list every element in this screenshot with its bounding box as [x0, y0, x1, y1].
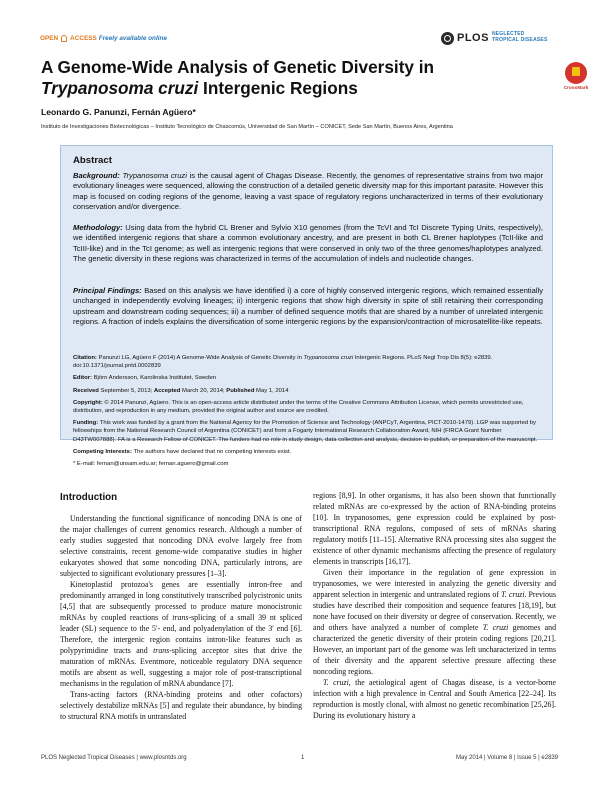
body-paragraph: Trans-acting factors (RNA-binding proteins and other cofactors) selectively destabilize mRNAs [5] and regulate their abundance, by binding to structural RNA motifs in untranslated — [60, 690, 302, 721]
editor-text: Björn Andersson, Karolinska Institutet, Sweden — [91, 375, 217, 382]
funding-text: This work was funded by a grant from the National Agency for the Promotion of Science and Technology (ANPCyT, Argentina, PICT-2010-1479). LGP was supported by fellowships from the National Research Council of Argentina (CONICET) and from a Fogarty International Research Collaboration Award, NIH (FIRCA Grant Number D43TW007888). FA is a Research Fellow of CONICET. The funders had no role in study design, data collection and analysis, decision to publish, or preparation of the manuscript. — [73, 420, 538, 443]
crossmark-label: CrossMark — [563, 86, 589, 91]
body-column-left — [60, 513, 302, 722]
title-line-1: A Genome-Wide Analysis of Genetic Diversity in — [41, 57, 435, 77]
published-label: Published — [226, 387, 255, 394]
methodology-text: Using data from the hybrid CL Brener and Sylvio X10 genomes (from the TcVI and TcI Discrete Typing Units, respectively), we identified intergenic regions that share a common evolutionary ancestry, and are present in both CL Brener haplotypes (TcII-like and TcIII-like) and in the TcI genome; as well as intergenic regions that were conserved in only two of the three genomes/haplotypes analyzed. The genetic diversity in these regions was characterized in terms of the accumulation of indels and nucleotide changes. — [73, 223, 543, 264]
para-text: -splicing acceptor sites that drive the maturation of mRNAs. Eventmore, noticeable regulatory DNA sequence motifs are absent as well, suggesting a major role of post-transcriptional mechanisms in the regulation of mRNA abundance [7]. — [60, 646, 302, 688]
body-column-right — [313, 490, 556, 721]
open-access-prefix: OPEN — [40, 35, 59, 42]
received-date: September 5, 2013; — [98, 387, 154, 394]
para-text: , the aetiological agent of Chagas disease, is a vector-borne infection with a high prevalence in Central and South America [22–24]. Its reproduction is mostly clonal, with almost no genetic recombination [25,26]. During its evolutionary history a — [313, 678, 556, 720]
open-access-word: ACCESS — [70, 35, 97, 42]
abstract-background — [73, 171, 543, 213]
citation-post: Intergenic Regions. PLoS Negl Trop Dis 8(5): e2839. doi:10.1371/journal.pntd.0002839 — [73, 355, 493, 370]
crossmark-badge[interactable] — [561, 62, 591, 91]
received-label: Received — [73, 387, 99, 394]
plos-logo-icon — [441, 32, 454, 45]
article-metadata — [73, 354, 543, 472]
journal-logo — [441, 31, 548, 45]
footer-journal: PLOS Neglected Tropical Diseases | www.plosntds.org — [41, 755, 187, 761]
author-affiliation: Instituto de Investigaciones Biotecnológicas – Instituto Tecnológico de Chascomús, Universidad de San Martín – CONICET, Sede San Martín, Buenos Aires, Argentina — [41, 124, 453, 130]
findings-label: Principal Findings: — [73, 286, 142, 295]
copyright — [73, 399, 543, 415]
section-heading-introduction: Introduction — [60, 492, 118, 503]
open-lock-icon — [61, 35, 67, 42]
citation-label: Citation: — [73, 355, 97, 361]
para-italic: T. cruzi — [482, 623, 509, 632]
journal-subtitle-line1: NEGLECTED — [491, 31, 525, 38]
body-paragraph: Understanding the functional significance of noncoding DNA is one of the major challenges of current genomics research. Although a number of early studies suggested that noncoding DNA evolve largely free from selective constraints, recent genome-wide comparative studies in higher eukaryotes showed that some noncoding DNA, particularly introns, are subjected to significant evolutionary pressures [1–3]. — [60, 514, 302, 578]
title-line-2 — [41, 78, 541, 99]
published-date: May 1, 2014 — [254, 387, 289, 394]
background-species: Trypanosoma cruzi — [122, 171, 187, 180]
abstract-box — [60, 145, 553, 468]
open-access-badge — [40, 35, 167, 42]
copyright-text: © 2014 Panunzi, Agüero. This is an open-access article distributed under the terms of the Creative Commons Attribution License, which permits unrestricted use, distribution, and reproduction in any medium, provided the original author and source are credited. — [73, 399, 524, 415]
citation-pre: Panunzi LG, Agüero F (2014) A Genome-Wide Analysis of Genetic Diversity in — [96, 355, 304, 361]
abstract-methodology — [73, 223, 543, 265]
background-text: is the causal agent of Chagas Disease. Recently, the genomes of representative strains from two major evolutionary lineages were sequenced, allowing the construction of a detailed genetic diversity map for this important parasite. However this map is focused on coding regions of the genome, leaving a vast space of regulatory regions uncharacterized in terms of their evolutionary conservation and/or divergence. — [73, 171, 543, 212]
abstract-findings — [73, 286, 543, 328]
dates — [73, 387, 543, 395]
author-list: Leonardo G. Panunzi, Fernán Agüero* — [41, 107, 196, 117]
footer-page-number: 1 — [301, 755, 305, 761]
copyright-label: Copyright: — [73, 399, 103, 406]
para-text: -splicing of a small 39 nt spliced leader (SL) sequence to the 5′- end, and polyadenylation of the 3′ end [6]. Therefore, the intergenic region contains intron-like features such as polypyrimidine tracts and — [60, 613, 302, 655]
journal-subtitle-line2: TROPICAL DISEASES — [491, 37, 548, 43]
para-text: Given their importance in the regulation of gene expression in trypanosomes, we were interested in analyzing the genetic diversity and apparent selection in intergenic and untranslated regions of — [313, 568, 556, 599]
body-paragraph — [313, 677, 556, 721]
para-italic: trans — [153, 646, 170, 655]
footer-issue: May 2014 | Volume 8 | Issue 5 | e2839 — [456, 755, 559, 761]
body-paragraph — [60, 579, 302, 689]
funding — [73, 419, 543, 443]
para-text: . Previous studies have described their composition and sequence features [18,19], but none have focused on their diversity or degree of conservation. Recently, we and others have analyzed a number of complete — [313, 590, 557, 632]
competing-interests — [73, 448, 543, 456]
plos-wordmark: PLOS — [457, 32, 489, 44]
editor-label: Editor: — [73, 375, 92, 382]
article-title — [41, 57, 541, 98]
title-species: Trypanosoma cruzi — [41, 77, 199, 98]
competing-text: The authors have declared that no competing interests exist. — [131, 448, 292, 455]
crossmark-icon — [565, 62, 587, 84]
journal-subtitle — [492, 32, 548, 43]
methodology-label: Methodology: — [73, 223, 123, 232]
editor — [73, 374, 543, 382]
findings-text: Based on this analysis we have identified i) a core of highly conserved intergenic regions, which remained essentially unchanged in independently evolving lineages; ii) intergenic regions that show high diversity in spite of still retaining their corresponding upstream and downstream coding sequences; iii) a number of defined sequence motifs that are shared by a number of unrelated intergenic regions. A fraction of indels explains the diversification of some intergenic regions by the expansion/contraction of microsatellite-like repeats. — [73, 286, 543, 327]
body-paragraph: regions [8,9]. In other organisms, it has also been shown that functionally related mRNAs are co-expressed by the action of RNA-binding proteins [10]. In trypanosomes, gene expression could be explained by post-transcriptional RNA regulons, composed of sets of mRNAs sharing regulatory motifs [11–15]. Alternative RNA processing sites also suggest the existence of other dynamic mechanisms affecting the presence of regulatory elements in transcripts [16,17]. — [313, 491, 556, 566]
background-label: Background: — [73, 171, 120, 180]
accepted-label: Accepted — [153, 387, 181, 394]
funding-label: Funding: — [73, 420, 99, 427]
accepted-date: March 20, 2014; — [180, 387, 227, 394]
para-italic: T. cruzi — [501, 590, 525, 599]
para-italic: T. cruzi — [323, 678, 349, 687]
abstract-heading: Abstract — [73, 155, 112, 166]
contact-email[interactable]: * E-mail: fernan@unsam.edu.ar; fernan.aguero@gmail.com — [73, 461, 229, 468]
para-text: genomes and characterized the genetic diversity of their protein coding regions [20,21]. However, an important part of the genome was left uncharacterized in terms of their diversity and the apparent selective pressure affecting these noncoding regions. — [313, 623, 556, 676]
body-paragraph — [313, 567, 556, 677]
para-italic: trans — [172, 613, 189, 622]
citation — [73, 354, 543, 370]
citation-species: Trypanosoma cruzi — [303, 355, 354, 361]
competing-label: Competing Interests: — [73, 448, 132, 455]
freely-available-text: Freely available online — [98, 35, 167, 42]
para-text: Kinetoplastid protozoa's genes are essentially intron-free and predominantly arranged in long constitutively transcribed polycistronic units [4,5] that are subsequently processed to produce mature monocistronic mRNAs by coupled reactions of — [60, 580, 302, 622]
title-line-2-rest: Intergenic Regions — [198, 77, 358, 98]
